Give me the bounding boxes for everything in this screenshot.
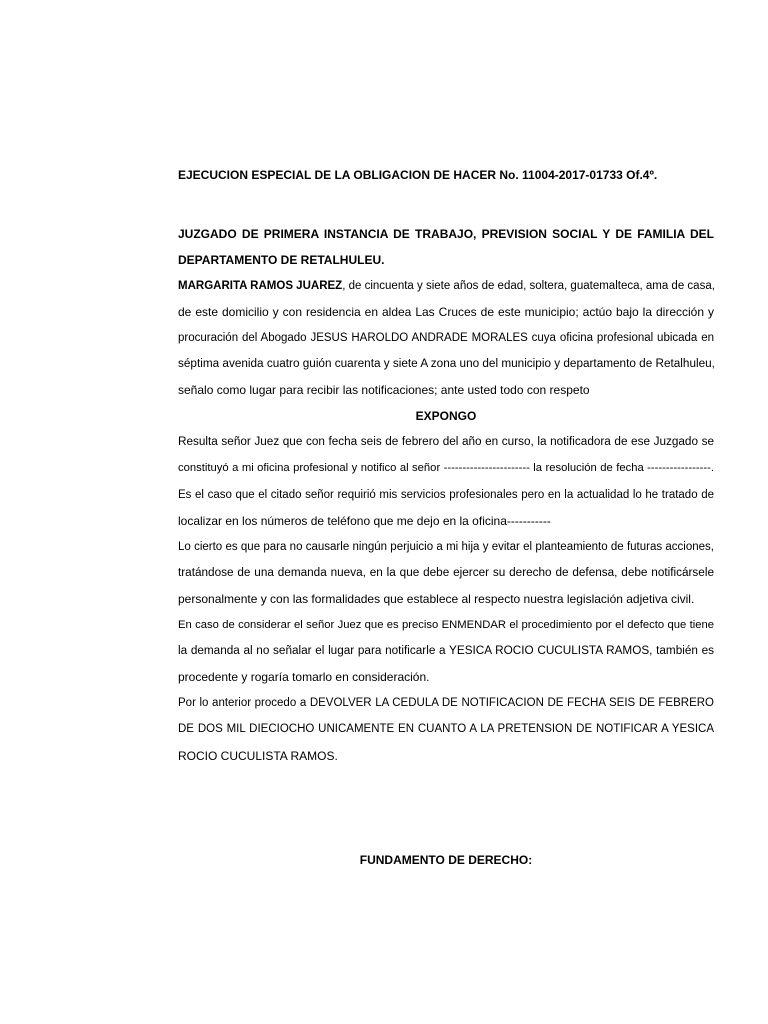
intro-line-3: procuración del Abogado JESUS HAROLDO ANDRADE MORALES cuya oficina profesional ubicada en xyxy=(178,332,714,344)
body-line: Lo cierto es que para no causarle ningún perjuicio a mi hija y evitar el planteamiento de futuras acciones, xyxy=(178,541,714,553)
body-line: En caso de considerar el señor Juez que es preciso ENMENDAR el procedimiento por el defecto que tiene xyxy=(178,619,714,631)
intro-line-2: de este domicilio y con residencia en aldea Las Cruces de este municipio; actúo bajo la dirección y xyxy=(178,305,714,319)
intro-line-4: séptima avenida cuatro guión cuarenta y siete A zona uno del municipio y departamento de Retalhuleu, xyxy=(178,357,715,370)
case-title: EJECUCION ESPECIAL DE LA OBLIGACION DE HACER No. 11004-2017-01733 Of.4º. xyxy=(178,168,658,182)
intro-line-1 xyxy=(178,279,714,293)
body-line: personalmente y con las formalidades que establece al respecto nuestra legislación adjetiva civil. xyxy=(178,592,695,606)
heading-fundamento: FUNDAMENTO DE DERECHO: xyxy=(359,853,533,867)
body-line: Por lo anterior procedo a DEVOLVER LA CEDULA DE NOTIFICACION DE FECHA SEIS DE FEBRERO xyxy=(178,697,714,709)
body-line: Es el caso que el citado señor requirió mis servicios profesionales pero en la actualidad lo he tratado de xyxy=(178,489,714,501)
body-line: tratándose de una demanda nueva, en la que debe ejercer su derecho de defensa, debe notificársele xyxy=(178,566,714,579)
body-line: Resulta señor Juez que con fecha seis de febrero del año en curso, la notificadora de ese Juzgado se xyxy=(178,435,714,448)
body-line: procedente y rogaría tomarlo en consideración. xyxy=(178,670,430,684)
court-line-2: DEPARTAMENTO DE RETALHULEU. xyxy=(178,253,385,267)
intro-line-1-rest: , de cincuenta y siete años de edad, soltera, guatemalteca, ama de casa, xyxy=(342,280,715,292)
heading-expongo: EXPONGO xyxy=(415,409,477,423)
body-line: la demanda al no señalar el lugar para notificarle a YESICA ROCIO CUCULISTA RAMOS, también es xyxy=(178,644,714,657)
body-line: ROCIO CUCULISTA RAMOS. xyxy=(178,749,338,763)
petitioner-name: MARGARITA RAMOS JUAREZ xyxy=(178,280,343,292)
body-line: DE DOS MIL DIECIOCHO UNICAMENTE EN CUANTO A LA PRETENSION DE NOTIFICAR A YESICA xyxy=(178,723,714,735)
body-line: localizar en los números de teléfono que me dejo en la oficina----------- xyxy=(178,514,551,528)
court-line-1: JUZGADO DE PRIMERA INSTANCIA DE TRABAJO, PREVISION SOCIAL Y DE FAMILIA DEL xyxy=(178,227,714,241)
body-line: constituyó a mi oficina profesional y notifico al señor ----------------------- la resolución de fecha -----------------. xyxy=(178,462,714,474)
intro-line-5: señalo como lugar para recibir las notificaciones; ante usted todo con respeto xyxy=(178,383,590,397)
